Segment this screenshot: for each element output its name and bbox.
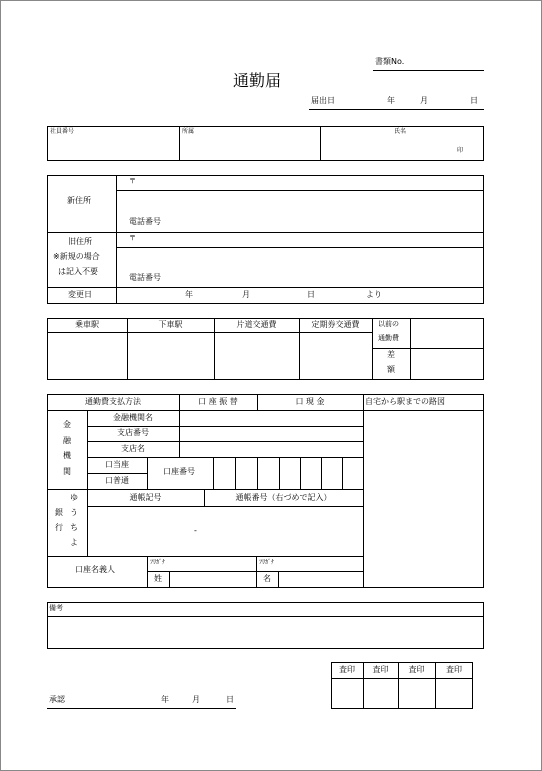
doc-number-field[interactable] [373, 70, 484, 71]
option-cash[interactable]: 口 現 金 [295, 397, 325, 406]
branch-name-label: 支店名 [121, 444, 145, 453]
old-phone-label: 電話番号 [129, 273, 161, 282]
new-phone-label: 電話番号 [129, 217, 161, 226]
passbook-number-label: 通帳番号（右づめで記入） [235, 493, 332, 502]
account-type-savings[interactable]: 口普通 [105, 476, 129, 485]
approval-label: 承認 [49, 695, 65, 704]
yucho-char-1: ゆ [70, 493, 78, 502]
ginko-char-1: 銀 [55, 508, 63, 517]
seal-mark: 印 [457, 147, 464, 154]
doc-number-label: 書類No. [375, 57, 405, 66]
submit-year: 年 [387, 96, 395, 105]
old-address-note-2: は記入不要 [58, 267, 98, 276]
given-furigana-label: ﾌﾘｶﾞﾅ [259, 559, 275, 566]
given-name-label: 名 [263, 574, 271, 583]
prev-cost-label-1: 以前の [378, 320, 399, 328]
stamp-label-1: 査印 [339, 665, 355, 674]
approval-month: 月 [192, 695, 200, 704]
department-label: 所属 [182, 128, 195, 135]
ginko-char-2: 行 [55, 523, 63, 532]
account-holder-label: 口座名義人 [75, 565, 115, 574]
approval-day: 日 [226, 695, 234, 704]
old-address-note-1: ※新規の場合 [53, 252, 100, 261]
change-from: より [366, 290, 382, 299]
bank-char-2: 融 [63, 436, 71, 445]
account-number-label: 口座番号 [163, 467, 195, 476]
commute-header-oneway: 片道交通費 [236, 320, 277, 329]
submit-date-field[interactable] [309, 109, 484, 110]
yucho-char-4: よ [70, 538, 78, 547]
form-title: 通勤届 [233, 71, 282, 90]
employee-id-label: 社員番号 [50, 128, 75, 135]
bank-name-label: 金融機関名 [113, 413, 153, 422]
commute-header-board: 乗車駅 [75, 320, 99, 329]
remarks-label: 備考 [49, 604, 63, 612]
old-postal-mark: 〒 [129, 234, 136, 242]
new-address-label: 新住所 [67, 196, 91, 205]
yucho-char-3: ち [70, 523, 78, 532]
stamp-label-4: 査印 [446, 665, 462, 674]
diff-label-1: 差 [387, 350, 395, 359]
employee-table [47, 126, 484, 161]
commute-header-pass: 定期券交通費 [311, 320, 360, 329]
route-map-label: 自宅から駅までの路図 [365, 397, 445, 406]
new-postal-mark: 〒 [129, 177, 136, 185]
passbook-dash: - [194, 526, 197, 535]
bank-char-1: 金 [63, 420, 71, 429]
approval-line[interactable] [47, 708, 236, 709]
change-month: 月 [242, 290, 250, 299]
remarks-box[interactable] [47, 602, 484, 649]
payment-method-label: 通勤費支払方法 [85, 397, 141, 406]
branch-number-label: 支店番号 [117, 428, 149, 437]
prev-cost-label-2: 通勤費 [378, 334, 399, 342]
approval-year: 年 [161, 695, 169, 704]
yucho-char-2: う [70, 508, 78, 517]
account-type-checking[interactable]: 口当座 [105, 460, 129, 469]
address-table [47, 175, 484, 304]
passbook-symbol-label: 通帳記号 [129, 493, 162, 502]
diff-label-2: 額 [387, 365, 395, 374]
commute-header-alight: 下車駅 [158, 320, 183, 329]
surname-furigana-label: ﾌﾘｶﾞﾅ [150, 559, 166, 566]
change-year: 年 [185, 290, 193, 299]
name-label: 氏名 [394, 128, 407, 135]
submit-day: 日 [470, 96, 478, 105]
option-transfer[interactable]: 口 座 振 替 [198, 397, 238, 406]
bank-char-3: 機 [63, 451, 71, 460]
submit-date-label: 届出日 [311, 96, 335, 105]
old-address-label: 旧住所 [68, 237, 92, 246]
stamp-label-2: 査印 [372, 665, 389, 674]
submit-month: 月 [420, 96, 428, 105]
stamp-label-3: 査印 [408, 665, 425, 674]
change-date-label: 変更日 [68, 290, 92, 299]
bank-char-4: 関 [63, 467, 71, 476]
change-day: 日 [307, 290, 315, 299]
surname-label: 姓 [154, 574, 162, 583]
